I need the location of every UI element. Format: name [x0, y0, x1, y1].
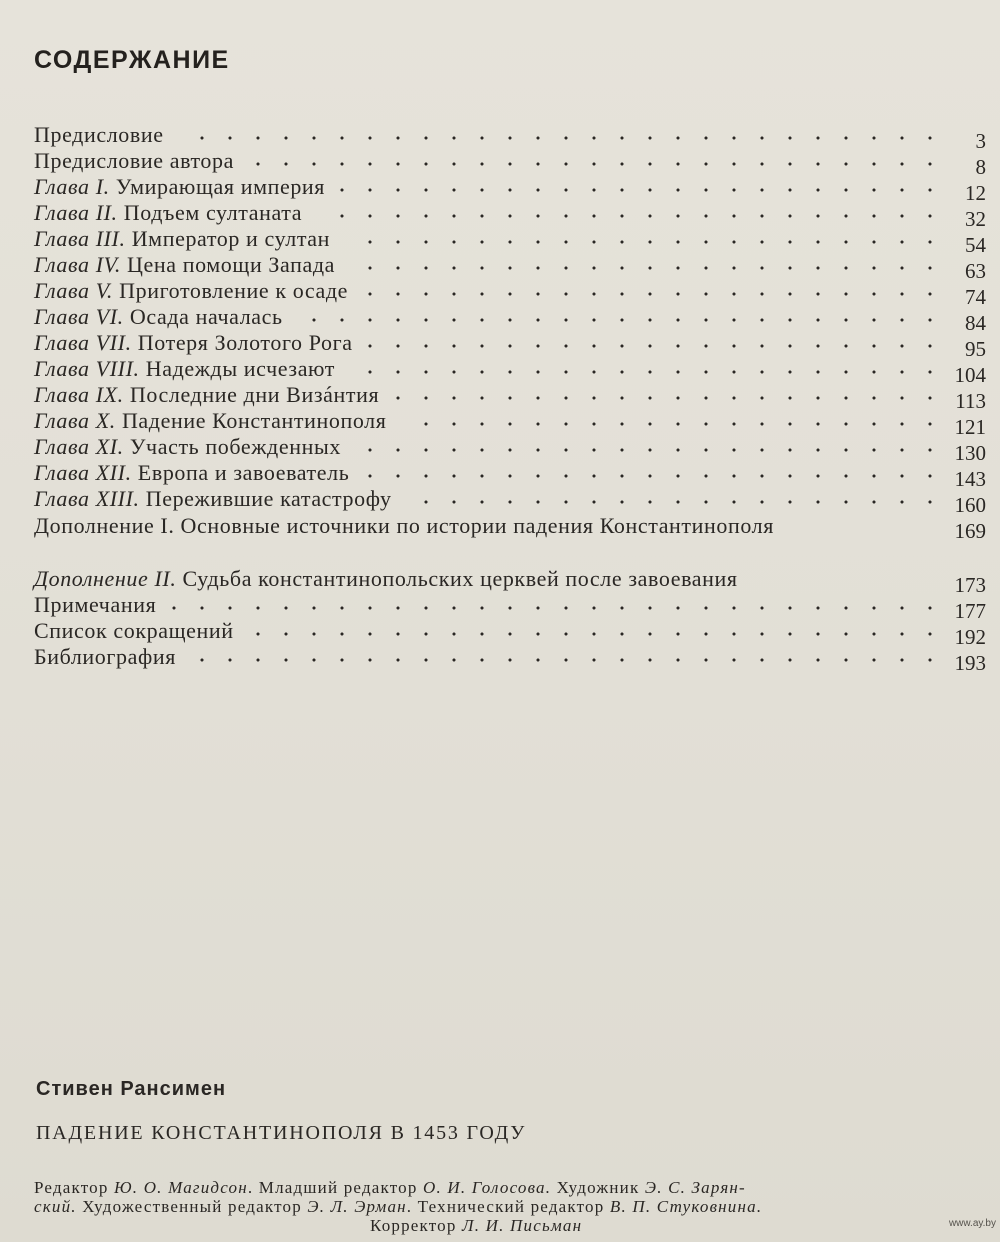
toc-entry-text: Император и султан — [125, 226, 331, 251]
dot-leader — [406, 500, 944, 504]
toc-entry-text: Подъем султаната — [117, 200, 303, 225]
site-watermark: www.ay.by — [948, 1218, 996, 1229]
dot-leader — [178, 136, 944, 140]
toc-entry-label: Глава XI. — [34, 434, 124, 459]
contents-heading: СОДЕРЖАНИЕ — [34, 46, 230, 74]
credit-label: . Младший редактор — [247, 1178, 424, 1197]
toc-entry-title — [34, 382, 379, 408]
toc-entry — [34, 148, 986, 179]
toc-entry — [34, 174, 986, 205]
toc-page-number: 169 — [954, 519, 986, 543]
credits-line-1 — [34, 1178, 974, 1197]
toc-entry — [34, 330, 986, 361]
toc-entry-title — [34, 252, 335, 278]
toc-entry — [34, 122, 986, 153]
toc-entry-label: Глава II. — [34, 200, 118, 225]
toc-entry — [34, 304, 986, 335]
toc-entry-title — [34, 174, 325, 200]
toc-entry-label: Глава III. — [34, 226, 126, 251]
toc-entry-title — [34, 592, 156, 618]
toc-entry-text: Участь побежденных — [123, 434, 341, 459]
toc-page-number: 32 — [965, 207, 986, 231]
toc-entry-label: Глава V. — [34, 278, 114, 303]
toc-entry-text: Предисловие — [34, 122, 164, 147]
toc-entry-label: Глава VII. — [34, 330, 132, 355]
toc-entry-title — [34, 356, 335, 382]
toc-page-number: 173 — [954, 573, 986, 597]
dot-leader — [355, 448, 944, 452]
toc-entry-label: Глава VI. — [34, 304, 124, 329]
toc-entry — [34, 382, 986, 413]
toc-appendix-1 — [34, 512, 986, 566]
toc-entry-title — [34, 278, 348, 304]
dot-leader — [349, 370, 944, 374]
toc-page-number: 104 — [954, 363, 986, 387]
toc-entry-label: Глава VIII. — [34, 356, 140, 381]
toc-entry-label: Дополнение I. — [34, 513, 175, 538]
credits-line-2 — [34, 1197, 974, 1216]
toc-page-number: 130 — [954, 441, 986, 465]
toc-entry-title — [34, 330, 353, 356]
toc-entry-text: Европа и завоеватель — [131, 460, 350, 485]
toc-entry-label: Глава I. — [34, 174, 110, 199]
toc-appendix-2 — [34, 566, 986, 597]
toc-entry-title — [34, 618, 234, 644]
toc-entry-label: Глава X. — [34, 408, 116, 433]
toc-entry-title — [34, 566, 738, 592]
toc-page-number: 95 — [965, 337, 986, 361]
toc-entry-text: Надежды исчезают — [139, 356, 336, 381]
toc-entry — [34, 226, 986, 257]
table-of-contents — [34, 122, 986, 675]
credit-name: ский. — [34, 1197, 77, 1216]
toc-page-number: 74 — [965, 285, 986, 309]
dot-leader — [363, 474, 944, 478]
toc-entry-text: Осада началась — [123, 304, 283, 329]
toc-page-number: 143 — [954, 467, 986, 491]
dot-leader — [367, 344, 944, 348]
toc-entry — [34, 408, 986, 439]
toc-entry-label: Глава XIII. — [34, 486, 140, 511]
toc-page-number: 3 — [975, 129, 986, 153]
toc-entry-label: Дополнение II. — [34, 566, 177, 591]
publication-credits — [34, 1178, 974, 1235]
toc-entry-title — [34, 512, 904, 539]
dot-leader — [339, 188, 944, 192]
toc-entry-title — [34, 434, 341, 460]
credit-name: Э. С. Зарян- — [644, 1178, 746, 1197]
toc-entry — [34, 278, 986, 309]
toc-entry — [34, 356, 986, 387]
credit-label: Художник — [551, 1178, 645, 1197]
credit-name: Ю. О. Магидсон — [114, 1178, 248, 1197]
toc-page-number: 12 — [965, 181, 986, 205]
toc-entry-title — [34, 200, 302, 226]
toc-entry-text: Судьба константинопольских церквей после завоевания — [176, 566, 738, 591]
credit-name: В. П. Стуковнина. — [609, 1197, 763, 1216]
credit-label: . Технический редактор — [406, 1197, 610, 1216]
dot-leader — [248, 162, 944, 166]
toc-entry-label: Глава IX. — [34, 382, 124, 407]
toc-entry-title — [34, 122, 164, 148]
author-name: Стивен Рансимен — [36, 1078, 227, 1100]
credit-label: Корректор — [370, 1216, 463, 1235]
toc-entry-text: Умирающая империя — [109, 174, 326, 199]
toc-entry-text: Основные источники по истории падения Константинополя — [174, 513, 774, 538]
toc-entry — [34, 460, 986, 491]
dot-leader — [400, 422, 944, 426]
toc-entry — [34, 200, 986, 231]
dot-leader — [344, 240, 944, 244]
toc-entry-text: Падение Константинополя — [115, 408, 387, 433]
toc-page-number: 193 — [954, 651, 986, 675]
dot-leader — [316, 214, 944, 218]
toc-page-number: 54 — [965, 233, 986, 257]
toc-entry-title — [34, 304, 283, 330]
dot-leader — [248, 632, 944, 636]
credit-name: Э. Л. Эрман — [307, 1197, 407, 1216]
toc-entry — [34, 618, 986, 649]
credit-label: Художественный редактор — [76, 1197, 308, 1216]
credits-line-3 — [34, 1216, 974, 1235]
toc-entry-text: Приготовление к осаде — [113, 278, 349, 303]
dot-leader — [393, 396, 944, 400]
credit-label: Редактор — [34, 1178, 115, 1197]
toc-entry — [34, 434, 986, 465]
toc-page-number: 8 — [975, 155, 986, 179]
dot-leader — [297, 318, 944, 322]
toc-entry-text: Список сокращений — [34, 618, 234, 643]
toc-entry-label: Глава XII. — [34, 460, 132, 485]
toc-page-number: 84 — [965, 311, 986, 335]
toc-entry-text: Библиография — [34, 644, 176, 669]
toc-entry-text: Предисловие автора — [34, 148, 234, 173]
toc-page-number: 63 — [965, 259, 986, 283]
toc-entry-title — [34, 408, 386, 434]
toc-entry-title — [34, 644, 176, 670]
toc-entry — [34, 486, 986, 517]
toc-entry-title — [34, 460, 349, 486]
toc-entry-title — [34, 148, 234, 174]
toc-page-number: 177 — [954, 599, 986, 623]
toc-entry-title — [34, 486, 392, 512]
toc-entry-text: Примечания — [34, 592, 157, 617]
credit-name: О. И. Голосова. — [423, 1178, 552, 1197]
toc-entry-text: Пережившие катастрофу — [139, 486, 392, 511]
credit-name: Л. И. Письман — [462, 1216, 583, 1235]
toc-entry — [34, 644, 986, 675]
dot-leader — [170, 606, 944, 610]
book-title: ПАДЕНИЕ КОНСТАНТИНОПОЛЯ В 1453 ГОДУ — [36, 1122, 527, 1144]
toc-entry-title — [34, 226, 330, 252]
toc-page-number: 192 — [954, 625, 986, 649]
dot-leader — [362, 292, 944, 296]
toc-entry — [34, 252, 986, 283]
toc-entry — [34, 592, 986, 623]
toc-entry-text: Последние дни Визáнтия — [123, 382, 380, 407]
dot-leader — [190, 658, 944, 662]
toc-page-number: 160 — [954, 493, 986, 517]
toc-entry-text: Потеря Золотого Рога — [131, 330, 353, 355]
toc-entry-label: Глава IV. — [34, 252, 121, 277]
toc-page-number: 121 — [954, 415, 986, 439]
toc-page-number: 113 — [955, 389, 986, 413]
toc-entry-text: Цена помощи Запада — [120, 252, 336, 277]
dot-leader — [349, 266, 944, 270]
